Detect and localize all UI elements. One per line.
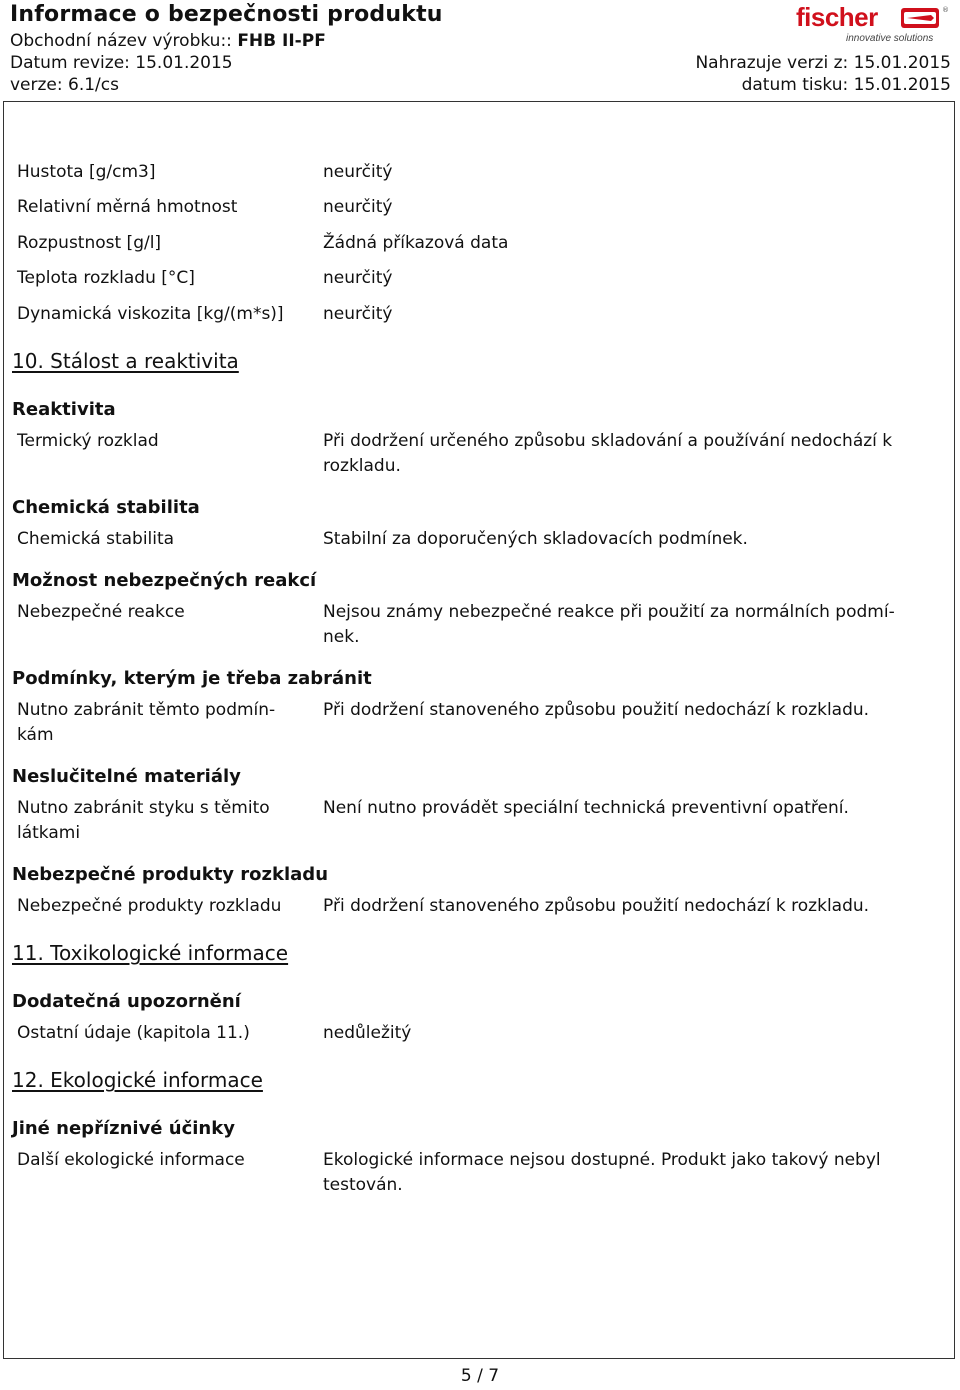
property-value: neurčitý	[323, 162, 393, 182]
product-name: FHB II-PF	[237, 31, 326, 51]
conditions-to-avoid-label-cont: kám	[17, 725, 54, 745]
chemical-stability-value: Stabilní za doporučených skladovacích podmínek.	[323, 529, 748, 549]
hazardous-reactions-value-cont: nek.	[323, 627, 360, 647]
decomposition-products-label: Nebezpečné produkty rozkladu	[17, 896, 282, 916]
page-number: 5 / 7	[460, 1366, 500, 1386]
other-adverse-effects-heading: Jiné nepříznivé účinky	[12, 1118, 235, 1139]
incompatible-materials-label: Nutno zabránit styku s těmito	[17, 798, 270, 818]
property-label: Dynamická viskozita [kg/(m*s)]	[17, 304, 284, 324]
section-11-title: 11. Toxikologické informace	[12, 941, 289, 965]
decomposition-products-value: Při dodržení stanoveného způsobu použití nedochází k rozkladu.	[323, 896, 870, 916]
thermal-decomposition-value-cont: rozkladu.	[323, 456, 401, 476]
decomposition-products-heading: Nebezpečné produkty rozkladu	[12, 864, 329, 885]
property-value: Žádná příkazová data	[323, 233, 509, 253]
version: verze: 6.1/cs	[10, 75, 119, 95]
chemical-stability-label: Chemická stabilita	[17, 529, 175, 549]
incompatible-materials-label-cont: látkami	[17, 823, 81, 843]
incompatible-materials-value: Není nutno provádět speciální technická preventivní opatření.	[323, 798, 849, 818]
property-value: neurčitý	[323, 197, 393, 217]
ecological-info-label: Další ekologické informace	[17, 1150, 245, 1170]
hazardous-reactions-heading: Možnost nebezpečných reakcí	[12, 570, 317, 591]
logo-badge-icon	[901, 8, 939, 28]
hazardous-reactions-label: Nebezpečné reakce	[17, 602, 185, 622]
product-name-line	[10, 30, 326, 52]
property-value: neurčitý	[323, 268, 393, 288]
reactivity-heading: Reaktivita	[12, 399, 116, 420]
conditions-to-avoid-label: Nutno zabránit těmto podmín-	[17, 700, 276, 720]
property-label: Rozpustnost [g/l]	[17, 233, 162, 253]
property-label: Relativní měrná hmotnost	[17, 197, 238, 217]
chemical-stability-heading: Chemická stabilita	[12, 497, 200, 518]
section-12-title: 12. Ekologické informace	[12, 1068, 263, 1092]
logo-wordmark: fischer	[796, 2, 878, 32]
additional-notes-heading: Dodatečná upozornění	[12, 991, 241, 1012]
property-value: neurčitý	[323, 304, 393, 324]
section-10-title: 10. Stálost a reaktivita	[12, 349, 239, 373]
thermal-decomposition-value: Při dodržení určeného způsobu skladování a používání nedochází k	[323, 431, 893, 451]
conditions-to-avoid-heading: Podmínky, kterým je třeba zabránit	[12, 668, 372, 689]
ecological-info-value: Ekologické informace nejsou dostupné. Produkt jako takový nebyl	[323, 1150, 881, 1170]
ecological-info-value-cont: testován.	[323, 1175, 403, 1195]
logo-tagline: innovative solutions	[846, 33, 934, 44]
incompatible-materials-heading: Neslučitelné materiály	[12, 766, 241, 787]
print-date: datum tisku: 15.01.2015	[741, 75, 951, 95]
thermal-decomposition-label: Termický rozklad	[17, 431, 159, 451]
other-data-label: Ostatní údaje (kapitola 11.)	[17, 1023, 250, 1043]
document-title: Informace o bezpečnosti produktu	[10, 2, 443, 27]
hazardous-reactions-value: Nejsou známy nebezpečné reakce při použití za normálních podmí-	[323, 602, 895, 622]
replaces-version: Nahrazuje verzi z: 15.01.2015	[695, 53, 951, 73]
other-data-value: nedůležitý	[323, 1023, 412, 1043]
revision-date: Datum revize: 15.01.2015	[10, 53, 233, 73]
product-label: Obchodní název výrobku::	[10, 31, 232, 51]
property-label: Teplota rozkladu [°C]	[17, 268, 195, 288]
logo-registered-mark: ®	[942, 6, 949, 14]
property-label: Hustota [g/cm3]	[17, 162, 156, 182]
conditions-to-avoid-value: Při dodržení stanoveného způsobu použití nedochází k rozkladu.	[323, 700, 870, 720]
fischer-logo	[796, 2, 952, 50]
